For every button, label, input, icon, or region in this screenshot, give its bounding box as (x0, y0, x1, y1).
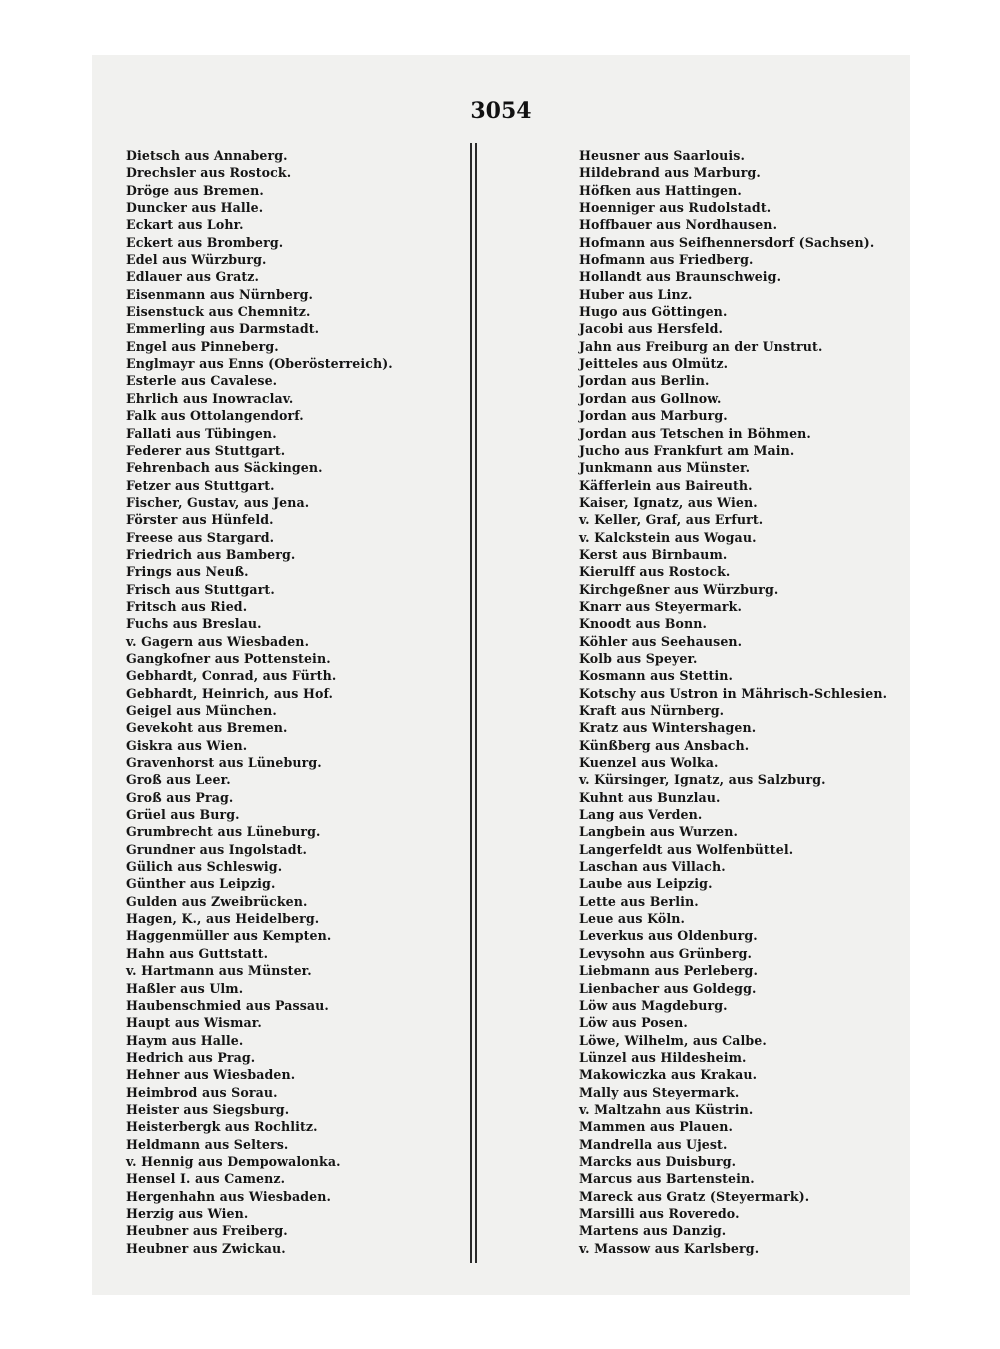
list-item: Engel aus Pinneberg. (126, 338, 279, 354)
list-item: Friedrich aus Bamberg. (126, 546, 296, 562)
list-item: Hollandt aus Braunschweig. (579, 269, 782, 285)
list-item: Heisterbergk aus Rochlitz. (126, 1119, 318, 1135)
list-item: Heubner aus Zwickau. (126, 1240, 286, 1256)
list-item: Künßberg aus Ansbach. (579, 737, 750, 753)
list-item: Grumbrecht aus Lüneburg. (126, 824, 321, 840)
list-item: Lette aus Berlin. (579, 893, 699, 909)
left-column (126, 147, 471, 1257)
list-item: Hofmann aus Friedberg. (579, 252, 754, 268)
list-item: Ehrlich aus Inowraclav. (126, 390, 294, 406)
list-item: Giskra aus Wien. (126, 737, 248, 753)
list-item: v. Hennig aus Dempowalonka. (126, 1153, 341, 1169)
list-item: Höfken aus Hattingen. (579, 182, 742, 198)
list-item: Kerst aus Birnbaum. (579, 546, 728, 562)
list-item: Drechsler aus Rostock. (126, 165, 292, 181)
list-item: Hoffbauer aus Nordhausen. (579, 217, 778, 233)
list-item: Kaiser, Ignatz, aus Wien. (579, 494, 758, 510)
list-item: Eisenmann aus Nürnberg. (126, 286, 314, 302)
list-item: Eisenstuck aus Chemnitz. (126, 304, 311, 320)
list-item: Löwe, Wilhelm, aus Calbe. (579, 1032, 767, 1048)
list-item: Fallati aus Tübingen. (126, 425, 277, 441)
list-item: Junkmann aus Münster. (579, 460, 751, 476)
list-item: Frings aus Neuß. (126, 564, 249, 580)
list-item: Mandrella aus Ujest. (579, 1136, 728, 1152)
list-item: Hehner aus Wiesbaden. (126, 1067, 296, 1083)
list-item: Gulden aus Zweibrücken. (126, 893, 308, 909)
list-item: Mally aus Steyermark. (579, 1084, 740, 1100)
list-item: Levysohn aus Grünberg. (579, 945, 753, 961)
list-item: Kierulff aus Rostock. (579, 564, 731, 580)
list-item: Heusner aus Saarlouis. (579, 148, 745, 163)
list-item: Haym aus Halle. (126, 1032, 244, 1048)
list-item: Gangkofner aus Pottenstein. (126, 650, 331, 666)
list-item: Jahn aus Freiburg an der Unstrut. (579, 338, 823, 354)
list-item: Jordan aus Tetschen in Böhmen. (579, 425, 811, 441)
list-item: Hofmann aus Seifhennersdorf (Sachsen). (579, 234, 875, 250)
list-item: Mammen aus Plauen. (579, 1119, 734, 1135)
list-item: Hugo aus Göttingen. (579, 304, 728, 320)
list-item: Duncker aus Halle. (126, 200, 264, 216)
list-item: Heister aus Siegsburg. (126, 1101, 290, 1117)
list-item: Edel aus Würzburg. (126, 252, 267, 268)
list-item: Gülich aus Schleswig. (126, 859, 283, 875)
list-item: Haupt aus Wismar. (126, 1015, 262, 1031)
list-item: Heubner aus Freiberg. (126, 1223, 288, 1239)
list-item: v. Massow aus Karlsberg. (579, 1240, 760, 1256)
list-item: Löw aus Magdeburg. (579, 997, 728, 1013)
list-item: Langbein aus Wurzen. (579, 824, 739, 840)
list-item: Hagen, K., aus Heidelberg. (126, 911, 320, 927)
list-item: Kirchgeßner aus Würzburg. (579, 581, 779, 597)
list-item: Heimbrod aus Sorau. (126, 1084, 278, 1100)
list-item: Hergenhahn aus Wiesbaden. (126, 1188, 331, 1204)
list-item: Fischer, Gustav, aus Jena. (126, 494, 310, 510)
list-item: v. Gagern aus Wiesbaden. (126, 633, 310, 649)
list-item: Makowiczka aus Krakau. (579, 1067, 758, 1083)
list-item: Jordan aus Marburg. (579, 408, 728, 424)
list-item: Lienbacher aus Goldegg. (579, 980, 757, 996)
list-item: Hildebrand aus Marburg. (579, 165, 761, 181)
list-item: Grundner aus Ingolstadt. (126, 841, 307, 857)
list-item: Förster aus Hünfeld. (126, 512, 274, 528)
list-item: Lang aus Verden. (579, 807, 703, 823)
list-item: Herzig aus Wien. (126, 1205, 249, 1221)
list-item: Esterle aus Cavalese. (126, 373, 278, 389)
list-item: Freese aus Stargard. (126, 529, 275, 545)
list-item: Jeitteles aus Olmütz. (579, 356, 729, 372)
list-item: Leue aus Köln. (579, 911, 686, 927)
list-item: Gevekoht aus Bremen. (126, 720, 288, 736)
list-item: v. Kalckstein aus Wogau. (579, 529, 757, 545)
list-item: Hensel I. aus Camenz. (126, 1171, 286, 1187)
list-item: v. Maltzahn aus Küstrin. (579, 1101, 754, 1117)
list-item: Jordan aus Berlin. (579, 373, 710, 389)
list-item: Gebhardt, Heinrich, aus Hof. (126, 685, 334, 701)
list-item: Eckart aus Lohr. (126, 217, 244, 233)
list-item: Hedrich aus Prag. (126, 1049, 256, 1065)
list-item: Leverkus aus Oldenburg. (579, 928, 758, 944)
list-item: Käfferlein aus Baireuth. (579, 477, 753, 493)
page-number: 3054 (470, 98, 532, 124)
list-item: Kraft aus Nürnberg. (579, 703, 725, 718)
list-item: Hahn aus Guttstatt. (126, 945, 269, 961)
list-item: Englmayr aus Enns (Oberösterreich). (126, 356, 393, 372)
list-item: Jacobi aus Hersfeld. (579, 321, 723, 337)
list-item: Kuhnt aus Bunzlau. (579, 789, 721, 805)
list-item: Günther aus Leipzig. (126, 876, 276, 892)
list-item: Marcus aus Bartenstein. (579, 1171, 755, 1187)
list-item: Kuenzel aus Wolka. (579, 755, 719, 771)
list-item: Emmerling aus Darmstadt. (126, 321, 320, 337)
list-item: Jucho aus Frankfurt am Main. (579, 442, 795, 458)
list-item: v. Hartmann aus Münster. (126, 963, 312, 979)
column-divider (470, 143, 477, 1263)
list-item: Grüel aus Burg. (126, 807, 240, 823)
list-item: Haggenmüller aus Kempten. (126, 928, 332, 944)
list-item: Lünzel aus Hildesheim. (579, 1049, 747, 1065)
list-item: Marcks aus Duisburg. (579, 1153, 737, 1169)
list-item: Federer aus Stuttgart. (126, 442, 286, 458)
list-item: Edlauer aus Gratz. (126, 269, 260, 285)
list-item: Geigel aus München. (126, 703, 277, 718)
list-item: Löw aus Posen. (579, 1015, 688, 1031)
list-item: Dröge aus Bremen. (126, 182, 264, 198)
list-item: Langerfeldt aus Wolfenbüttel. (579, 841, 794, 857)
list-item: Fuchs aus Breslau. (126, 616, 262, 632)
document-page (92, 55, 910, 1295)
list-item: Haubenschmied aus Passau. (126, 997, 329, 1013)
list-item: Fetzer aus Stuttgart. (126, 477, 275, 493)
list-item: v. Kürsinger, Ignatz, aus Salzburg. (579, 772, 826, 788)
list-item: Laube aus Leipzig. (579, 876, 713, 892)
list-item: Groß aus Leer. (126, 772, 231, 788)
list-item: Heldmann aus Selters. (126, 1136, 289, 1152)
list-item: Hoenniger aus Rudolstadt. (579, 200, 772, 216)
list-item: Falk aus Ottolangendorf. (126, 408, 304, 424)
list-item: Knarr aus Steyermark. (579, 598, 742, 614)
list-item: Kotschy aus Ustron in Mährisch-Schlesien. (579, 685, 888, 701)
list-item: v. Keller, Graf, aus Erfurt. (579, 512, 764, 528)
list-item: Haßler aus Ulm. (126, 980, 244, 996)
list-item: Knoodt aus Bonn. (579, 616, 708, 632)
list-item: Dietsch aus Annaberg. (126, 148, 288, 163)
list-item: Gebhardt, Conrad, aus Fürth. (126, 668, 337, 684)
list-item: Kratz aus Wintershagen. (579, 720, 757, 736)
list-item: Gravenhorst aus Lüneburg. (126, 755, 322, 771)
list-item: Kosmann aus Stettin. (579, 668, 734, 684)
list-item: Groß aus Prag. (126, 789, 234, 805)
list-item: Frisch aus Stuttgart. (126, 581, 275, 597)
list-item: Fritsch aus Ried. (126, 598, 248, 614)
right-column (579, 147, 899, 1257)
list-item: Kolb aus Speyer. (579, 650, 698, 666)
list-item: Laschan aus Villach. (579, 859, 726, 875)
list-item: Liebmann aus Perleberg. (579, 963, 758, 979)
list-item: Jordan aus Gollnow. (579, 390, 722, 406)
list-item: Marsilli aus Roveredo. (579, 1205, 740, 1221)
list-item: Mareck aus Gratz (Steyermark). (579, 1188, 810, 1204)
list-item: Martens aus Danzig. (579, 1223, 727, 1239)
list-item: Köhler aus Seehausen. (579, 633, 743, 649)
list-item: Huber aus Linz. (579, 286, 693, 302)
list-item: Fehrenbach aus Säckingen. (126, 460, 323, 476)
list-item: Eckert aus Bromberg. (126, 234, 284, 250)
